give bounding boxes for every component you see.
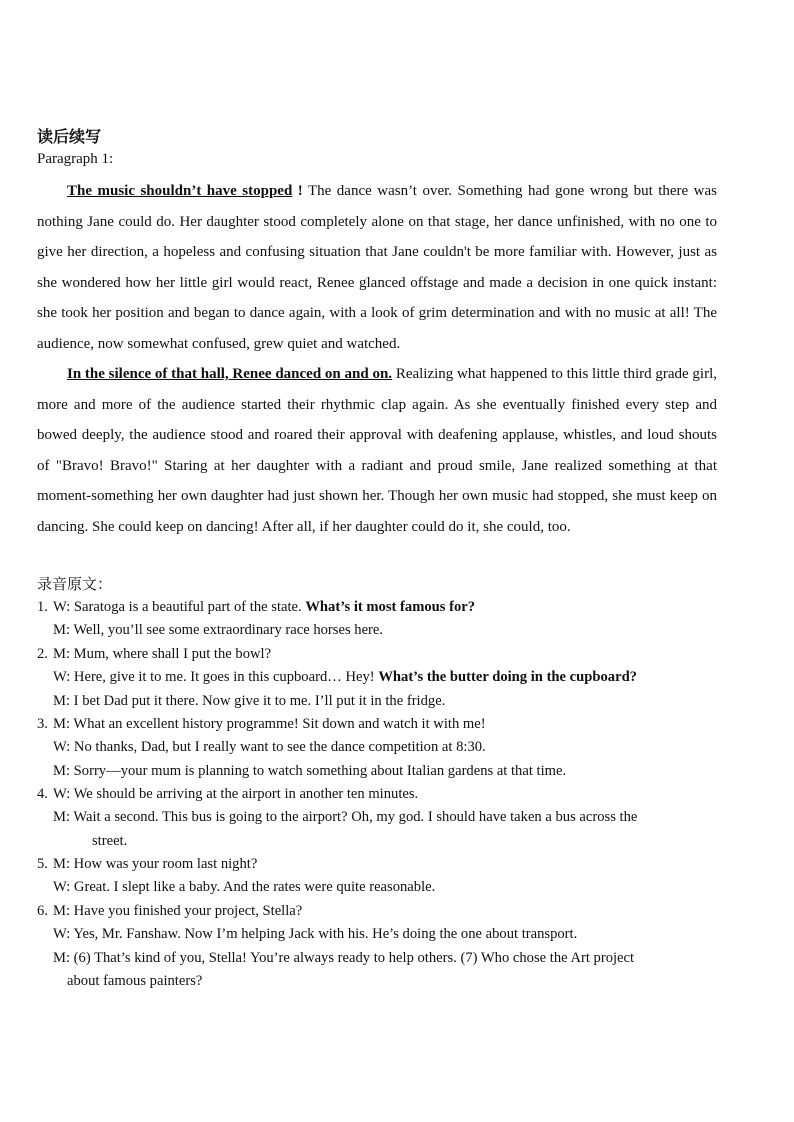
dialog-line: W: Yes, Mr. Fanshaw. Now I’m helping Jack with his. He’s doing the one about transport. [53, 926, 578, 943]
dialog-number: 1. [37, 599, 48, 615]
paragraph-2-body: Realizing what happened to this little third grade girl, more and more of the audience started their rhythmic clap again. As she eventually finished every step and bowed deeply, the audience stood and roared their approval with deafening applause, whistles, and loud shouts of "Bravo! Bravo!" Staring at her daughter with a radiant and proud smile, Jane realized something at that moment-something her own daughter had just shown her. Though her own music had stopped, she must keep on dancing. She could keep on dancing! After all, if her daughter could do it, she could, too. [37, 366, 718, 535]
dialog-line: W: Great. I slept like a baby. And the rates were quite reasonable. [53, 879, 436, 896]
dialog-1 [37, 596, 727, 643]
dialog-line-bold: What’s the butter doing in the cupboard? [378, 669, 637, 686]
dialog-line: W: We should be arriving at the airport in another ten minutes. [53, 786, 419, 802]
paragraph-2 [37, 359, 717, 542]
dialog-6 [37, 900, 727, 994]
dialog-3 [37, 713, 727, 783]
dialog-line: M: What an excellent history programme! Sit down and watch it with me! [53, 716, 486, 732]
dialog-4 [37, 783, 727, 853]
paragraph-1-body: The dance wasn’t over. Something had gone wrong but there was nothing Jane could do. Her daughter stood completely alone on that stage, her dance unfinished, with no one to give her direction, a hopeless and confusing situation that Jane couldn't be more familiar with. However, just as she wondered how her little girl would react, Renee glanced offstage and made a decision in one quick instant: she took her position and began to dance again, with a look of grim determination and with no music at all! The audience, now somewhat confused, grew quiet and watched. [37, 183, 718, 352]
dialog-line-continued: street. [92, 832, 128, 849]
dialog-5 [37, 853, 727, 900]
dialog-line: W: Here, give it to me. It goes in this cupboard… Hey! [53, 669, 379, 686]
dialog-line: W: No thanks, Dad, but I really want to see the dance competition at 8:30. [53, 739, 486, 756]
dialog-number: 3. [37, 716, 48, 732]
transcript-title: 录音原文： [37, 575, 113, 593]
dialog-line-continued: about famous painters? [67, 973, 203, 990]
dialog-2 [37, 643, 727, 713]
section-title: 读后续写 [37, 127, 102, 146]
dialog-line: M: Sorry—your mum is planning to watch something about Italian gardens at that time. [53, 762, 567, 779]
dialog-line: M: Well, you’ll see some extraordinary race horses here. [53, 622, 384, 639]
dialog-number: 2. [37, 646, 48, 662]
dialog-line: M: I bet Dad put it there. Now give it to me. I’ll put it in the fridge. [53, 692, 446, 709]
paragraph-2-lead: In the silence of that hall, Renee danced on and on. [67, 366, 393, 382]
dialog-number: 4. [37, 786, 48, 802]
dialog-line-bold: What’s it most famous for? [305, 599, 476, 615]
dialog-line: M: Have you finished your project, Stella? [53, 903, 303, 919]
paragraph-label: Paragraph 1: [37, 151, 114, 167]
dialog-line: M: Mum, where shall I put the bowl? [53, 646, 272, 662]
paragraph-1 [37, 176, 717, 359]
dialog-number: 5. [37, 856, 48, 872]
paragraph-1-lead: The music shouldn’t have stopped [67, 183, 293, 199]
dialog-number: 6. [37, 903, 48, 919]
paragraph-1-lead-punct: ! [292, 183, 303, 199]
dialog-line: M: How was your room last night? [53, 856, 258, 872]
dialog-line: M: (6) That’s kind of you, Stella! You’re always ready to help others. (7) Who chose the Art project [53, 949, 635, 966]
dialog-line: M: Wait a second. This bus is going to the airport? Oh, my god. I should have taken a bus across the [53, 809, 638, 826]
dialog-line: W: Saratoga is a beautiful part of the state. [53, 599, 306, 615]
